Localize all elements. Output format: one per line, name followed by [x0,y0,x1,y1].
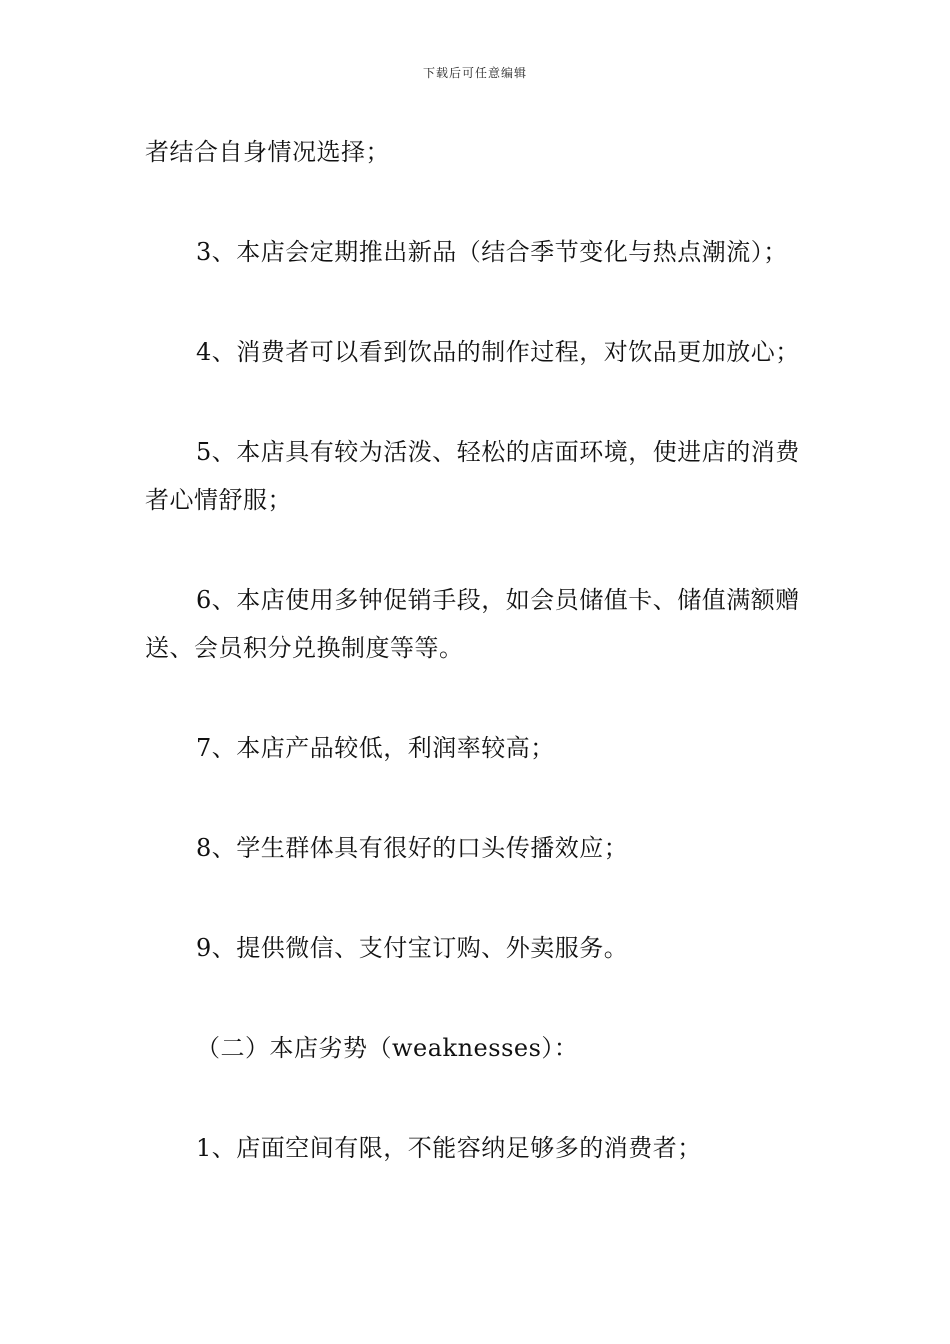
document-body [145,128,807,1172]
list-item-8: 8、学生群体具有很好的口头传播效应； [196,834,629,862]
weakness-item-1: 1、店面空间有限，不能容纳足够多的消费者； [196,1134,702,1162]
page-header: 下载后可任意编辑 [422,66,527,80]
list-item-3: 3、本店会定期推出新品（结合季节变化与热点潮流）； [196,238,788,266]
paragraph-continuation: 者结合自身情况选择； [145,138,390,166]
list-item-6: 6、本店使用多钟促销手段，如会员储值卡、储值满额赠送、会员积分兑换制度等等。 [145,586,800,662]
list-item-4: 4、消费者可以看到饮品的制作过程，对饮品更加放心； [196,338,800,366]
section-heading-weaknesses: （二）本店劣势（weaknesses）： [196,1034,579,1062]
list-item-7: 7、本店产品较低，利润率较高； [196,734,555,762]
list-item-5: 5、本店具有较为活泼、轻松的店面环境，使进店的消费者心情舒服； [145,438,800,514]
list-item-9: 9、提供微信、支付宝订购、外卖服务。 [196,934,629,962]
